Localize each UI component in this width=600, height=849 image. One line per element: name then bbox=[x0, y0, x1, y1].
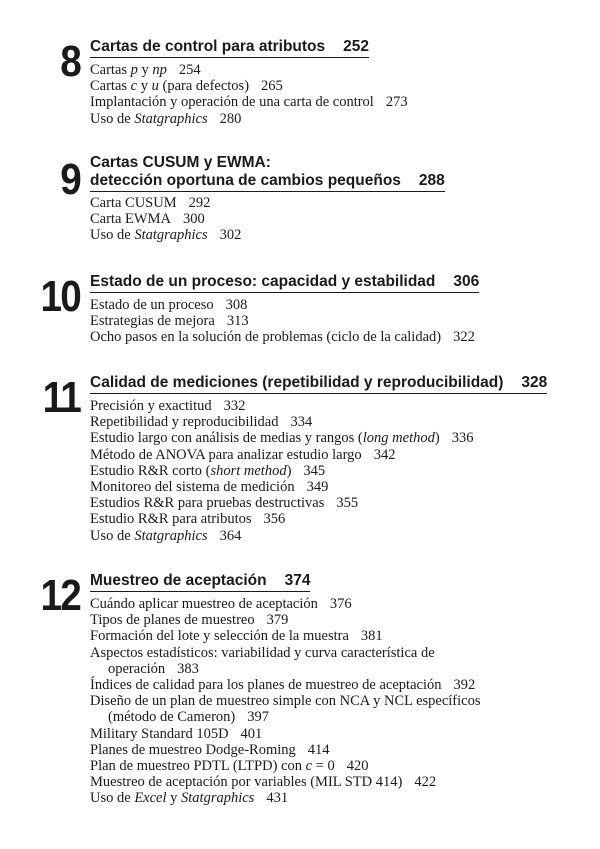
chapter-title-line-1: Cartas CUSUM y EWMA: bbox=[90, 154, 271, 171]
toc-entry-text: Implantación y operación de una carta de control bbox=[90, 94, 374, 111]
toc-entry-text: Uso de bbox=[90, 227, 135, 244]
toc-entry-text: ) bbox=[286, 462, 292, 479]
toc-entry bbox=[90, 774, 480, 790]
toc-entry-page: 414 bbox=[307, 741, 330, 758]
toc-entry-text: Estudio R&R para atributos bbox=[90, 511, 252, 528]
chapter-page: 306 bbox=[453, 273, 480, 290]
toc-entry-text: Uso de bbox=[90, 110, 135, 127]
toc-entry bbox=[90, 596, 480, 612]
toc-entry-text: c bbox=[305, 758, 313, 775]
toc-entry-page: 397 bbox=[247, 709, 269, 726]
toc-entry-text: (método de Cameron) bbox=[108, 709, 236, 726]
toc-entry bbox=[90, 78, 408, 94]
toc-entry-page: 265 bbox=[261, 78, 283, 95]
toc-entry-text: y bbox=[137, 62, 153, 78]
toc-entry bbox=[90, 430, 473, 446]
toc-entry-text: u bbox=[151, 78, 159, 95]
toc-entry bbox=[90, 742, 480, 758]
toc-entry-page: 334 bbox=[290, 414, 313, 431]
toc-entry bbox=[90, 414, 473, 430]
toc-entry-text: Muestreo de aceptación por variables (MIL STD 414) bbox=[90, 774, 403, 791]
toc-entry-page: 300 bbox=[182, 211, 205, 228]
toc-entry-text: Statgraphics bbox=[181, 790, 255, 807]
toc-entry-text: Tipos de planes de muestreo bbox=[90, 612, 255, 629]
toc-entry bbox=[90, 329, 475, 345]
toc-entry-text: short method bbox=[210, 462, 287, 479]
toc-entry bbox=[90, 398, 473, 414]
chapter-page: 288 bbox=[418, 172, 445, 189]
toc-entry-page: 254 bbox=[178, 62, 201, 78]
toc-entry-page: 379 bbox=[266, 612, 289, 629]
chapter-heading bbox=[90, 38, 369, 58]
toc-entry-text: Ocho pasos en la solución de problemas (ciclo de la calidad) bbox=[90, 329, 442, 346]
toc-entry-text: p bbox=[130, 62, 138, 78]
toc-entry-text: long method bbox=[362, 430, 435, 447]
toc-entry-page: 356 bbox=[263, 511, 286, 528]
chapter-title-line-2: detección oportuna de cambios pequeños bbox=[90, 172, 401, 189]
toc-entry-page: 308 bbox=[225, 297, 248, 313]
toc-entry-text: Diseño de un plan de muestreo simple con NCA y NCL específicos bbox=[90, 693, 481, 710]
toc-entry bbox=[90, 479, 473, 495]
toc-entry-text: operación bbox=[108, 660, 166, 677]
toc-entry-text: Monitoreo del sistema de medición bbox=[90, 479, 295, 496]
toc-entry-text: Índices de calidad para los planes de muestreo de aceptación bbox=[90, 677, 442, 694]
toc-entry bbox=[90, 227, 241, 243]
toc-entry-page: 355 bbox=[336, 495, 359, 512]
section-list bbox=[90, 596, 480, 807]
toc-entry-text: Precisión y exactitud bbox=[90, 398, 212, 414]
toc-entry-text: Statgraphics bbox=[134, 527, 208, 544]
toc-entry-page: 332 bbox=[223, 398, 246, 414]
toc-entry-text: Cartas bbox=[90, 62, 131, 78]
toc-entry-text: Statgraphics bbox=[134, 110, 208, 127]
toc-entry-text: np bbox=[152, 62, 167, 78]
toc-entry-text: Cuándo aplicar muestreo de aceptación bbox=[90, 596, 318, 612]
toc-entry-page: 376 bbox=[329, 596, 352, 612]
toc-entry-text: Estudio largo con análisis de medias y rangos ( bbox=[90, 430, 363, 447]
chapter-page: 252 bbox=[343, 38, 370, 55]
chapter-9 bbox=[0, 154, 600, 254]
toc-entry-text: Cartas bbox=[90, 78, 131, 95]
toc-entry-page: 313 bbox=[226, 313, 249, 330]
toc-entry-page: 292 bbox=[188, 195, 211, 211]
toc-entry-text: (para defectos) bbox=[158, 78, 250, 95]
section-list bbox=[90, 398, 473, 544]
toc-entry-page: 422 bbox=[414, 774, 437, 791]
toc-entry-page: 431 bbox=[266, 790, 289, 807]
toc-entry bbox=[90, 677, 480, 693]
toc-entry bbox=[90, 661, 480, 677]
chapter-title: Cartas de control para atributos bbox=[90, 38, 326, 55]
chapter-number: 10 bbox=[40, 272, 80, 321]
toc-entry bbox=[90, 693, 480, 709]
toc-entry bbox=[90, 447, 473, 463]
toc-entry bbox=[90, 463, 473, 479]
toc-entry-page: 273 bbox=[385, 94, 408, 111]
toc-entry-page: 336 bbox=[451, 430, 474, 447]
toc-entry-text: Excel bbox=[134, 790, 167, 807]
toc-entry bbox=[90, 528, 473, 544]
chapter-10 bbox=[0, 273, 600, 353]
toc-entry-page: 420 bbox=[346, 758, 369, 775]
toc-entry-text: Uso de bbox=[90, 790, 135, 807]
section-list bbox=[90, 297, 475, 346]
chapter-page: 374 bbox=[284, 572, 311, 589]
toc-entry bbox=[90, 111, 408, 127]
toc-entry bbox=[90, 195, 241, 211]
chapter-title: Estado de un proceso: capacidad y estabilidad bbox=[90, 273, 436, 290]
toc-entry-text: Estudios R&R para pruebas destructivas bbox=[90, 495, 325, 512]
toc-entry-page: 302 bbox=[219, 227, 242, 244]
toc-entry-text: Plan de muestreo PDTL (LTPD) con bbox=[90, 758, 306, 775]
toc-entry-text: y bbox=[166, 790, 182, 807]
chapter-page: 328 bbox=[521, 374, 548, 391]
toc-entry-text: Military Standard 105D bbox=[90, 725, 229, 742]
toc-entry-page: 401 bbox=[240, 725, 263, 742]
chapter-heading bbox=[90, 572, 310, 592]
toc-entry-text: Statgraphics bbox=[134, 227, 208, 244]
toc-entry bbox=[90, 495, 473, 511]
toc-entry bbox=[90, 94, 408, 110]
chapter-number: 9 bbox=[60, 155, 80, 204]
toc-entry bbox=[90, 612, 480, 628]
toc-entry-page: 349 bbox=[306, 479, 329, 496]
toc-entry bbox=[90, 297, 475, 313]
toc-entry-text: Estado de un proceso bbox=[90, 297, 214, 313]
toc-entry-text: Aspectos estadísticos: variabilidad y curva característica de bbox=[90, 644, 435, 661]
toc-entry bbox=[90, 790, 480, 806]
chapter-12 bbox=[0, 572, 600, 822]
toc-entry-text: Uso de bbox=[90, 527, 135, 544]
chapter-title: Calidad de mediciones (repetibilidad y reproducibilidad) bbox=[90, 374, 504, 391]
toc-entry bbox=[90, 709, 480, 725]
toc-entry-page: 280 bbox=[219, 110, 242, 127]
toc-entry-text: y bbox=[137, 78, 152, 95]
toc-entry bbox=[90, 726, 480, 742]
chapter-number: 12 bbox=[40, 571, 80, 620]
toc-entry-text: Planes de muestreo Dodge-Roming bbox=[90, 741, 296, 758]
toc-entry-text: Carta CUSUM bbox=[90, 195, 177, 211]
toc-entry bbox=[90, 313, 475, 329]
toc-entry bbox=[90, 511, 473, 527]
toc-entry-page: 381 bbox=[360, 628, 383, 645]
toc-entry-text: c bbox=[130, 78, 138, 95]
chapter-heading bbox=[90, 154, 445, 192]
toc-entry-text: = 0 bbox=[312, 758, 335, 775]
toc-entry-page: 392 bbox=[453, 677, 476, 694]
toc-entry bbox=[90, 62, 408, 78]
chapter-number: 8 bbox=[60, 37, 80, 86]
toc-entry-text: Repetibilidad y reproducibilidad bbox=[90, 414, 279, 431]
toc-entry-page: 383 bbox=[177, 660, 199, 677]
toc-entry-page: 345 bbox=[303, 462, 326, 479]
section-list bbox=[90, 195, 241, 244]
chapter-11 bbox=[0, 374, 600, 549]
toc-entry bbox=[90, 758, 480, 774]
toc-entry bbox=[90, 211, 241, 227]
toc-entry-text: Carta EWMA bbox=[90, 211, 171, 228]
toc-entry-text: Estudio R&R corto ( bbox=[90, 462, 211, 479]
chapter-heading bbox=[90, 374, 547, 394]
toc-entry-page: 364 bbox=[219, 527, 242, 544]
chapter-8 bbox=[0, 38, 600, 138]
toc-entry bbox=[90, 628, 480, 644]
toc-entry-text: Formación del lote y selección de la muestra bbox=[90, 628, 349, 645]
toc-entry-text: ) bbox=[434, 430, 440, 447]
toc-entry-page: 322 bbox=[453, 329, 475, 346]
toc-entry bbox=[90, 645, 480, 661]
chapter-number: 11 bbox=[42, 373, 80, 422]
chapter-heading bbox=[90, 273, 479, 293]
toc-entry-text: Estrategias de mejora bbox=[90, 313, 215, 330]
chapter-title: Muestreo de aceptación bbox=[90, 572, 267, 589]
toc-entry-page: 342 bbox=[373, 446, 396, 463]
toc-entry-text: Método de ANOVA para analizar estudio largo bbox=[90, 446, 362, 463]
section-list bbox=[90, 62, 408, 127]
